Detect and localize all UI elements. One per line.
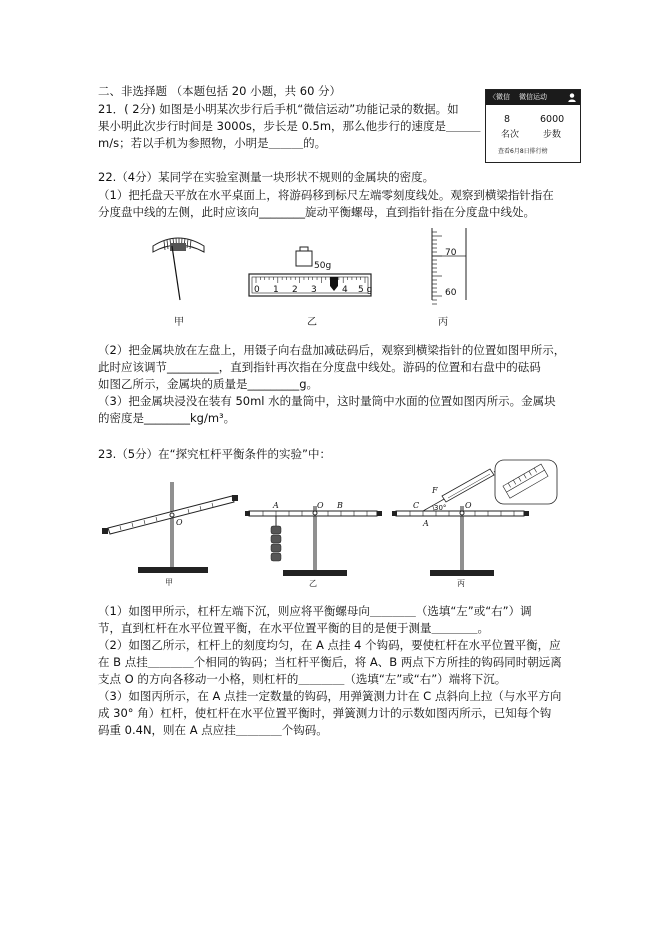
q22-part2-line1: （2）把金属块放在左盘上，用镊子向右盘加减砝码后，观察到横梁指针的位置如图甲所示， [98,343,566,357]
q23-part3-line3: 码重 0.4N，则在 A 点应挂＿＿＿＿个钩码。 [98,723,328,737]
rank-label: 名次 [501,130,520,140]
q22-part2-line2: 此时应该调节_________，直到指针再次指在分度盘中线处。游码的位置和右盘中的砝码 [98,360,541,374]
q21-text-line1: 21．( 2分) 如图是小明某次步行后手机“微信运动”功能记录的数据。如 [98,102,459,116]
q22-part2-line3: 如图乙所示，金属块的质量是_________g。 [98,377,319,391]
q23-part3-line1: （3）如图丙所示，在 A 点挂一定数量的钩码，用弹簧测力计在 C 点斜向上拉（与水平方向 [98,689,562,703]
lever-bing-angle: 30° [434,504,447,512]
lever-figure-jia [100,460,250,580]
lever-figure-bing [390,460,560,580]
lever-figure-yi [245,460,385,580]
q23-part2-line2: 在 B 点挂＿＿＿＿个相同的钩码；当杠杆平衡后，将 A、B 两点下方所挂的钩码同时朝远离 [98,655,562,669]
phone-title: 微信运动 [519,93,547,101]
lever-bing-force-f: F [432,486,438,495]
scale-tick-3: 3 [311,285,317,295]
scale-zoom-inset [495,460,557,504]
lever-yi-point-b: B [337,501,343,510]
rank-value: 8 [504,114,511,125]
scale-tick-0: 0 [254,285,260,295]
q22-part3-line2: 的密度是________kg/m³。 [98,411,236,425]
q22-part1-line1: （1）把托盘天平放在水平桌面上，将游码移到标尺左端零刻度线处。观察到横梁指针指在 [98,188,554,202]
lever-jia-pivot-o: O [176,518,183,527]
fig22-caption-yi: 乙 [307,317,317,328]
q22-part1-line2: 分度盘中线的左侧，此时应该向________旋动平衡螺母，直到指针指在分度盘中线处。 [98,205,535,219]
ranking-link: 查看6月8日排行榜 [498,148,548,155]
q23-part2-line3: 支点 O 的方向各移动一小格，则杠杆的＿＿＿＿（选填“左”或“右”）端将下沉。 [98,672,507,686]
hook-weights-a [271,526,281,561]
phone-header [486,90,580,105]
lever-bing-pivot-o: O [465,501,472,510]
q22-intro: 22.（4分）某同学在实验室测量一块形状不规则的金属块的密度。 [98,170,435,184]
scale-tick-2: 2 [292,285,298,295]
q21-text-line3: m/s；若以手机为参照物，小明是＿＿＿的。 [98,136,327,150]
weight-label: 50g [314,261,332,271]
cylinder-mark-60: 60 [445,288,457,298]
lever-yi-point-a: A [273,501,279,510]
q22-part3-line1: （3）把金属块浸没在装有 50ml 水的量筒中，这时量筒中水面的位置如图丙所示。金属块 [98,394,556,408]
steps-value: 6000 [540,114,565,125]
scale-tick-4: 4 [342,285,348,295]
q23-part3-line2: 成 30° 角）杠杆，使杠杆在水平位置平衡时，弹簧测力计的示数如图丙所示，已知每个钩 [98,706,552,720]
lever-bing-point-c: C [413,501,420,510]
fig22-caption-jia: 甲 [174,317,184,328]
fig23-caption-yi: 乙 [309,579,317,588]
balance-pointer [172,246,180,300]
measuring-cylinder-figure [426,226,476,306]
q23-intro: 23.（5分）在“探究杠杆平衡条件的实验”中： [98,447,332,461]
lever-bing-point-a: A [423,519,429,528]
q23-part2-line1: （2）如图乙所示，杠杆上的刻度均匀，在 A 点挂 4 个钩码，要使杠杆在水平位置平衡，应 [98,638,561,652]
q23-part1-line2: 节，直到杠杆在水平位置平衡，在水平位置平衡的目的是便于测量＿＿＿＿。 [98,621,489,635]
user-icon [568,93,576,102]
wechat-sport-screenshot [485,89,581,163]
scale-tick-5: 5 g [358,285,373,295]
balance-dial-figure [150,232,210,312]
lever-yi-pivot-o: O [317,501,324,510]
steps-label: 步数 [543,130,562,140]
fig23-caption-bing: 丙 [457,579,465,588]
q21-text-line2: 果小明此次步行时间是 3000s，步长是 0.5m，那么他步行的速度是＿＿＿ [98,119,481,133]
rider-scale-figure [245,242,375,302]
q23-part1-line1: （1）如图甲所示，杠杆左端下沉，则应将平衡螺母向＿＿＿＿（选填“左”或“右”）调 [98,604,532,618]
section-heading: 二、非选择题 （本题包括 20 小题，共 60 分） [98,84,342,98]
scale-tick-1: 1 [273,285,279,295]
fig23-caption-jia: 甲 [165,578,173,587]
cylinder-mark-70: 70 [445,248,457,258]
fig22-caption-bing: 丙 [438,317,448,328]
phone-back-label: 〈微信 [489,93,510,101]
